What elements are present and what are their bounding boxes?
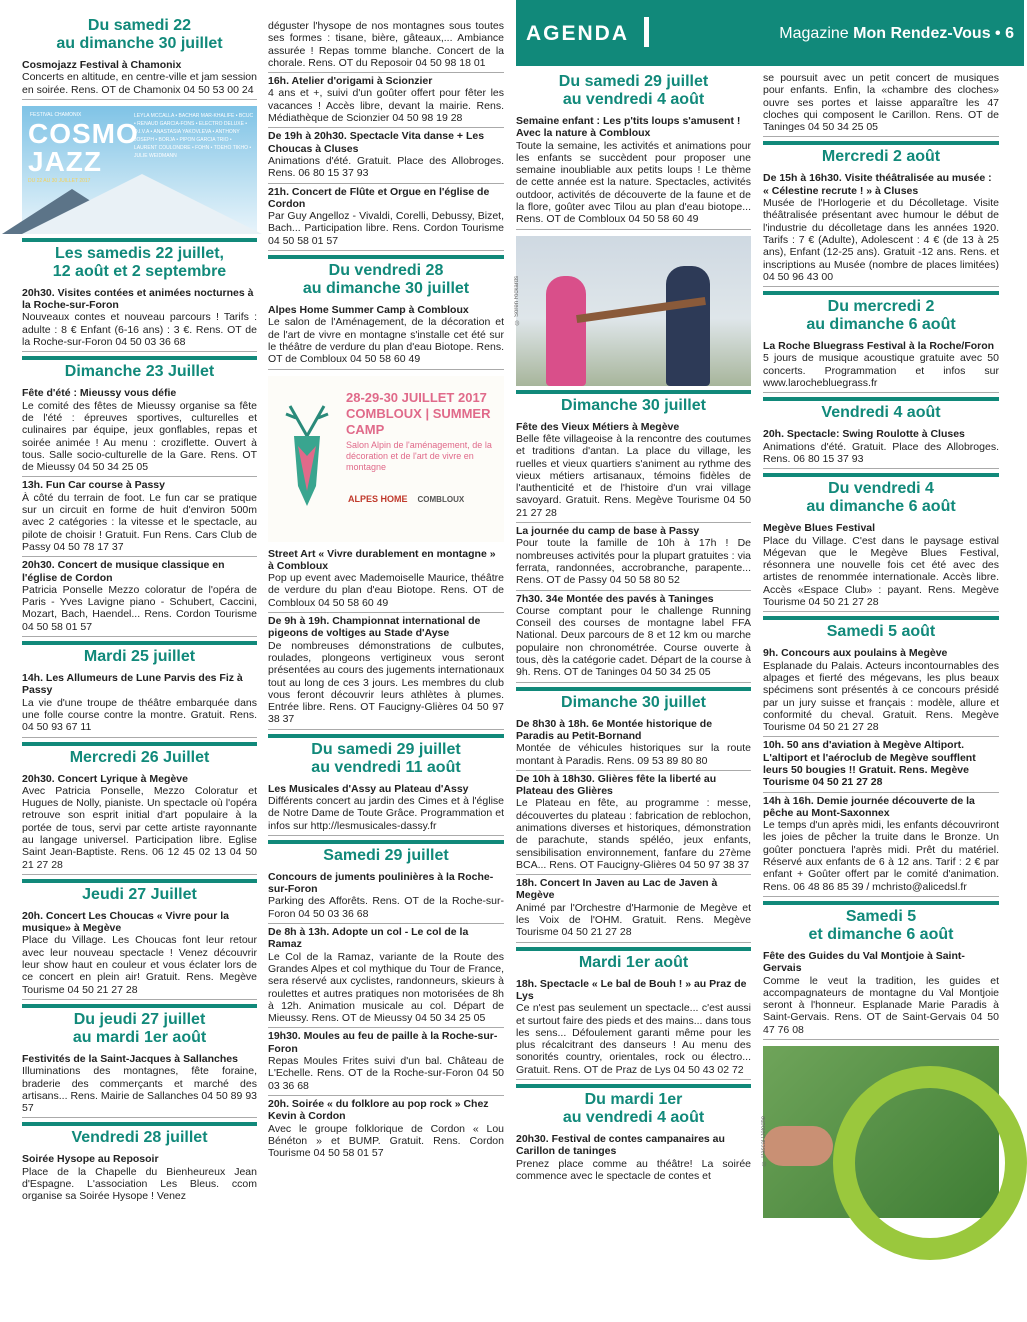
- event-description: déguster l'hysope de nos montagnes sous toutes ses formes : tisane, bière, gâteaux,... Ambiance assurée ! Repas tomme blanche. Concert de la chorale. Rens. OT du Reposoir 04 50 98 18 01: [268, 20, 504, 69]
- date-heading-line: Du jeudi 27 juillet: [73, 1010, 206, 1028]
- date-heading-line: au vendredi 11 août: [311, 758, 461, 776]
- event-description: Nouveaux contes et nouveau parcours ! Tarifs : adulte : 8 € Enfant (6-16 ans) : 3 €. Rens. OT de la Roche-sur-Foron 04 50 03 36 68: [22, 311, 257, 349]
- event-description: Montée de véhicules historiques sur la route montant à Paradis. Rens. 09 53 89 80 80: [516, 742, 751, 767]
- poster-title: [28, 117, 139, 177]
- rope-coil: [833, 1066, 1027, 1260]
- photo-credit: © Soren Rickards: [514, 275, 520, 325]
- date-heading-line: au dimanche 6 août: [806, 498, 956, 516]
- date-heading-line: et dimanche 6 août: [808, 925, 954, 943]
- event-title: 20h30. Concert de musique classique en l'église de Cordon: [22, 559, 225, 584]
- event-entry: [763, 793, 999, 897]
- event-title: 18h. Spectacle « Le bal de Bouh ! » au Praz de Lys: [516, 977, 747, 1002]
- date-heading: [763, 616, 999, 645]
- event-title: De 15h à 16h30. Visite théâtralisée au musée : « Célestine recrute ! » à Cluses: [763, 172, 992, 197]
- date-heading: [763, 473, 999, 520]
- column-4: [763, 70, 999, 1222]
- event-description: Ce n'est pas seulement un spectacle... c'est aussi et surtout faire des pieds et des mains... dans tous les sens... Défoulement garanti même pour les plus récalcitrant des danseurs ! Au menu des sonorités country, orientales, rock ou électro... Gratuit. Rens. OT de Praz de Lys 04 50 43 02 72: [516, 1002, 751, 1076]
- poster-name-line2: CAMP: [346, 421, 385, 437]
- date-heading-line: Du samedi 22: [87, 17, 192, 34]
- event-description: Place de la Chapelle du Bienheureux Jean d'Espagne. L'association Les Bleus. ccom organise sa Soirée Hysope ! Venez: [22, 1165, 257, 1203]
- date-heading-line: Mercredi 26 Juillet: [69, 748, 210, 766]
- alpes-home-logo: ALPES HOME: [348, 493, 408, 504]
- date-heading: [763, 397, 999, 426]
- date-heading-line: Mercredi 2 août: [821, 148, 941, 166]
- date-heading-line: au vendredi 4 août: [562, 91, 705, 108]
- combloux-logo: COMBLOUX: [417, 494, 465, 504]
- poster-dates: DU 22 AU 30 JUILLET 2017: [28, 177, 91, 184]
- event-title: 20h30. Festival de contes campanaires au Carillon de taninges: [516, 1133, 725, 1158]
- date-heading-line: au dimanche 30 juillet: [56, 35, 223, 52]
- event-description: La vie d'une troupe de théâtre embarquée dans une folle course contre la montre. Gratuit. Rens. 04 50 93 67 11: [22, 696, 257, 734]
- photo-credit: © Pascal Deloche: [761, 1116, 767, 1166]
- event-title: 20h30. Concert Lyrique à Megève: [22, 772, 188, 785]
- date-heading: [22, 356, 257, 385]
- cosmojazz-poster: [22, 106, 257, 234]
- event-title: Street Art « Vivre durablement en montagne » à Combloux: [268, 547, 496, 572]
- event-entry: [268, 302, 504, 369]
- event-entry: [763, 70, 999, 137]
- event-entry: [22, 1051, 257, 1118]
- date-heading-line: Du samedi 29 juillet: [558, 73, 709, 90]
- event-title: Alpes Home Summer Camp à Combloux: [268, 304, 469, 317]
- event-description: Animations d'été. Gratuit. Place des Allobroges. Rens. 06 80 15 37 93: [268, 154, 504, 180]
- event-entry: [268, 1028, 504, 1095]
- event-entry: [763, 645, 999, 737]
- event-entry: [268, 1096, 504, 1162]
- event-entry: [268, 781, 504, 836]
- event-entry: [268, 18, 504, 73]
- date-heading: [763, 291, 999, 338]
- date-heading-line: Du mardi 1er: [584, 1091, 683, 1109]
- event-description: Patricia Ponselle Mezzo coloratur de l'opéra de Paris - Yves Lavigne piano - Schubert, Caccini, Mozart, Bach, Haendel... Rens. Cordon Tourisme 04 50 58 01 57: [22, 583, 257, 633]
- event-entry: [22, 557, 257, 637]
- event-title: 21h. Concert de Flûte et Orgue en l'église de Cordon: [268, 185, 490, 210]
- event-title: De 10h à 18h30. Glières fête la liberté au Plateau des Glières: [516, 772, 717, 798]
- event-description: Le Plateau en fête, au programme : messe, découvertes du plateau : fabrication de reblochon, animations diverses et historiques, démonstration de parachute, stands spéléo, jeux enfants, sensibilisation environnement, fanfare du 27ème BCA... Rens. OT Faucigny-Glières 04 50 97 38 37: [516, 797, 751, 871]
- event-title: Semaine enfant : Les p'tits loups s'amusent ! Avec la nature à Combloux: [516, 115, 741, 140]
- event-description: Illuminations des montagnes, fête foraine, braderie des commerçants et marché des artisans... Rens. Mairie de Sallanches 04 50 89 93 57: [22, 1065, 257, 1115]
- date-heading: [22, 641, 257, 670]
- event-title: Les Musicales d'Assy au Plateau d'Assy: [268, 782, 469, 795]
- agenda-header-bar: [516, 0, 1024, 66]
- magazine-prefix: Magazine: [779, 25, 849, 42]
- event-description: Prenez place comme au théâtre! La soirée commence avec le spectacle de contes et: [516, 1157, 751, 1182]
- event-title: 18h. Concert In Javen au Lac de Javen à Megève: [516, 877, 718, 902]
- event-entry: [763, 737, 999, 792]
- date-heading: [22, 238, 257, 285]
- poster-title-line2: JAZZ: [28, 145, 102, 177]
- event-title: 9h. Concours aux poulains à Megève: [763, 647, 948, 660]
- poster-text: [346, 390, 496, 473]
- event-description: Avec Patricia Ponselle, Mezzo Coloratur et Hugues de Nolly, pianiste. Un spectacle où l'opéra retrouve son esprit initial d'art populaire à la portée de tous, servi par cette artiste rayonnante au langage universel. Participation libre. Eglise Saint Jean-Baptiste. Rens. 06 12 45 02 13 04 50 21 27 28: [22, 784, 257, 871]
- event-entry: [763, 338, 999, 393]
- rope-photo: [763, 1046, 999, 1218]
- date-heading-line: au vendredi 4 août: [562, 1109, 705, 1127]
- event-description: Toute la semaine, les activités et animations pour les enfants se succèdent pour proposer une semaine inoubliable aux petits loups ! Le thème de cette année est la nature. Spectacles, activités outdoor, activités de découverte de la faune et de la flore, goûter avec Tilou au plan d'eau biotope... Rens. OT de Combloux 04 50 58 60 49: [516, 139, 751, 226]
- event-entry: [516, 1131, 751, 1185]
- event-title: Fête des Guides du Val Montjoie à Saint-Gervais: [763, 949, 965, 975]
- event-entry: [268, 613, 504, 730]
- poster-logos: [348, 494, 464, 504]
- date-heading: [268, 255, 504, 302]
- event-description: se poursuit avec un petit concert de musiques pour enfants. Enfin, la «chambre des cloches» ouvre ses portes et laisse apparaître les 47 cloches qui composent le Carillon. Rens. OT de Taninges 04 50 34 25 05: [763, 72, 999, 134]
- date-heading: [763, 901, 999, 948]
- event-entry: [22, 1151, 257, 1205]
- event-description: Animé par l'Orchestre d'Harmonie de Megève et les Voix de l'OHM. Gratuit. Rens. Megève Tourisme 04 50 21 27 28: [516, 901, 751, 939]
- event-description: Le comité des fêtes de Mieussy organise sa fête de l'été : épreuves sportives, culturelles et culinaires par équipe, jeux gonflables, repas et soirée animée ! Au menu : croziflette. Ouvert à tous. Salle socio-culturelle de la Gare. Rens. OT de Mieussy 04 50 34 25 05: [22, 399, 257, 474]
- event-entry: [268, 128, 504, 183]
- alpes-home-poster: [268, 376, 504, 542]
- date-heading-line: au mardi 1er août: [72, 1028, 207, 1046]
- date-heading-line: Samedi 29 juillet: [323, 846, 449, 864]
- event-title: De 19h à 20h30. Spectacle Vita danse + Les Choucas à Cluses: [268, 130, 485, 155]
- event-title: Fête d'été : Mieussy vous défie: [22, 387, 177, 400]
- event-description: Le temps d'un après midi, les enfants découvriront les joies de pêcher la truite dans le Bronze. Un goûter ponctuera l'après midi. Prêt du matériel. Réservé aux enfants de 6 à 12 ans. Tarif : 2 € par enfant + Goûter offert par le comité d'animation. Rens. 06 48 86 85 39 / mchristo@alicedsl.fr: [763, 819, 999, 893]
- event-title: 14h. Les Allumeurs de Lune Parvis des Fiz à Passy: [22, 672, 243, 697]
- event-entry: [516, 419, 751, 523]
- date-heading-line: Dimanche 30 juillet: [561, 396, 706, 414]
- event-title: Fête des Vieux Métiers à Megève: [516, 420, 680, 433]
- event-description: Par Guy Angelloz - Vivaldi, Corelli, Debussy, Bizet, Bach... Participation libre. Rens. Cordon Tourisme 04 50 58 01 57: [268, 210, 504, 247]
- event-description: À côté du terrain de foot. Le fun car se pratique sur un circuit en forme de huit d'environ 500m avec 2 catégories : la vitesse et le spectacle, au pilote de choisir ! Gratuit. Fun Rens. Cars Club de Passy 04 50 78 17 37: [22, 491, 257, 553]
- event-description: Le salon de l'Aménagement, de la décoration et de l'art de vivre en montagne s'installe cet été sur le théâtre de verdure du plan d'eau Biotope. Rens. OT de Combloux 04 50 58 60 49: [268, 316, 504, 366]
- date-heading-line: Dimanche 30 juillet: [561, 693, 706, 711]
- event-entry: [268, 869, 504, 924]
- event-description: Animations d'été. Gratuit. Place des Allobroges. Rens. 06 80 15 37 93: [763, 440, 999, 465]
- event-title: 20h30. Visites contées et animées nocturnes à la Roche-sur-Foron: [22, 286, 254, 312]
- event-title: Soirée Hysope au Reposoir: [22, 1153, 159, 1166]
- event-title: La journée du camp de base à Passy: [516, 525, 700, 538]
- hand-shape: [763, 1126, 833, 1166]
- section-title: AGENDA: [526, 22, 630, 45]
- column-3: [516, 70, 751, 1185]
- event-description: Avec le groupe folklorique de Cordon « Lou Bénéton » et BUMP. Gratuit. Rens. Cordon Tourisme 04 50 58 01 57: [268, 1122, 504, 1160]
- child-figure: [666, 266, 710, 386]
- date-heading: [268, 840, 504, 869]
- event-title: 19h30. Moules au feu de paille à la Roche-sur-Foron: [268, 1030, 498, 1055]
- date-heading: [22, 1004, 257, 1051]
- event-description: 5 jours de musique acoustique gratuite avec 50 concerts. Programmation et infos sur www.larochebluegrass.fr: [763, 352, 999, 390]
- date-heading-line: Dimanche 23 Juillet: [64, 363, 215, 381]
- magazine-title: [779, 25, 1014, 43]
- event-title: 16h. Atelier d'origami à Scionzier: [268, 75, 433, 88]
- event-title: Megève Blues Festival: [763, 522, 876, 535]
- event-title: De 9h à 19h. Championnat international de pigeons de voltiges au Stade d'Ayse: [268, 615, 481, 640]
- date-heading-line: au dimanche 6 août: [806, 316, 956, 334]
- date-heading-line: Samedi 5: [845, 907, 917, 925]
- event-description: Parking des Afforêts. Rens. OT de la Roche-sur-Foron 04 50 03 36 68: [268, 895, 504, 920]
- event-description: Course comptant pour le challenge Running Conseil des courses de montagne label FFA National. Deux parcours de 8 et 12 km ou marche populaire non chronométrée. Course ouverte à tous, dès la catégorie cadet. Départ de la course à 9h. Rens. OT de Taninges 04 50 34 25 05: [516, 604, 751, 679]
- date-heading: [516, 1084, 751, 1131]
- event-entry: [22, 57, 257, 100]
- event-title: 13h. Fun Car course à Passy: [22, 479, 165, 492]
- magazine-name: Mon Rendez-Vous • 6: [853, 25, 1014, 42]
- event-title: La Roche Bluegrass Festival à la Roche/Foron: [763, 340, 995, 353]
- poster-artists: LEYLA MCCALLA • BACHAR MAR-KHALIFE • BCUC • RENAUD GARCIA-FONS • ELECTRO DELUXE • D.I.V.A • ANASTASIA YAKOVLEVA • ANTHONY JOSEPH • BORJA • PIPON GARCIA TRIO • LAURENT COULONDRE • FOHN • TOEHO TIKHO • JULIE WEIDMANN: [134, 112, 254, 159]
- event-entry: [22, 771, 257, 875]
- header-divider: [644, 17, 649, 47]
- event-entry: [22, 670, 257, 737]
- event-title: Concours de juments poulinières à la Roche-sur-Foron: [268, 870, 494, 896]
- poster-dates: 28-29-30 JUILLET 2017: [346, 389, 487, 405]
- event-description: Place du Village. C'est dans le paysage estival Mégevan que le Megève Blues Festival, résonnera une nouvelle fois cet été avec des artistes de renommée internationale. Accès libre. Accès «Espace Club» : payant. Rens. Megève Tourisme 04 50 21 27 28: [763, 534, 999, 609]
- event-description: Esplanade du Palais. Acteurs incontournables des alpages et fierté des mégevans, les plus beaux spécimens sont présentés à ce concours présidé par un jury suisse et français : modèle, allure et conformité du cheval. Gratuit. Rens. Megève Tourisme 04 50 21 27 28: [763, 659, 999, 734]
- event-entry: [22, 908, 257, 1000]
- event-entry: [763, 170, 999, 287]
- poster-tagline: Salon Alpin de l'aménagement, de la décoration et de l'art de vivre en montagne: [346, 439, 492, 472]
- date-heading-line: Vendredi 28 juillet: [71, 1129, 208, 1147]
- event-entry: [516, 716, 751, 771]
- event-title: Festivités de la Saint-Jacques à Sallanches: [22, 1052, 238, 1065]
- date-heading-line: Samedi 5 août: [826, 623, 936, 641]
- event-entry: [516, 523, 751, 590]
- date-heading: [516, 947, 751, 976]
- event-entry: [516, 591, 751, 683]
- event-entry: [763, 948, 999, 1040]
- event-entry: [268, 546, 504, 613]
- event-entry: [763, 520, 999, 612]
- date-heading-line: 12 août et 2 septembre: [52, 262, 227, 280]
- date-heading: [22, 14, 257, 57]
- date-heading: [763, 141, 999, 170]
- event-entry: [516, 771, 751, 875]
- date-heading-line: Du mercredi 2: [827, 298, 935, 316]
- poster-title-line1: COSMO: [28, 117, 139, 149]
- event-description: Musée de l'Horlogerie et du Décolletage. Visite théâtralisée présentant avec humour le début de l'industrie du décolletage dans les années 1920. Tarifs : 7 € (Adulte), Adolescent : 4 € (de 13 à 25 ans), Enfant (12-25 ans). Gratuit -12 ans. Rens. et inscriptions au Musée (nombre de places limitées) 04 50 96 43 00: [763, 197, 999, 283]
- date-heading-line: Vendredi 4 août: [821, 404, 941, 422]
- event-title: 20h. Soirée « du folklore au pop rock » Chez Kevin à Cordon: [268, 1097, 489, 1123]
- event-description: Pour toute la famille de 10h à 17h ! De nombreuses activités pour la plupart gratuites : via ferrata, randonnées, accrobranche, parapente... Rens. OT de Passy 04 50 58 80 52: [516, 537, 751, 587]
- date-heading: [268, 734, 504, 781]
- event-description: 4 ans et +, suivi d'un goûter offert pour fêter les vacances ! Accès libre, devant la mairie. Rens. Médiathèque de Scionzier 04 50 98 19 28: [268, 87, 504, 125]
- date-heading-line: Du samedi 29 juillet: [311, 740, 461, 758]
- event-title: Cosmojazz Festival à Chamonix: [22, 59, 182, 71]
- event-description: Pop up event avec Mademoiselle Maurice, théâtre de verdure du plan d'eau Biotope. Rens. OT de Combloux 04 50 58 60 49: [268, 572, 504, 609]
- date-heading: [516, 390, 751, 419]
- date-heading-line: au dimanche 30 juillet: [302, 280, 470, 298]
- event-title: 14h à 16h. Demie journée découverte de la pêche au Mont-Saxonnex: [763, 794, 975, 819]
- children-photo: [516, 236, 751, 386]
- date-heading: [516, 687, 751, 716]
- event-entry: [516, 875, 751, 942]
- date-heading: [22, 879, 257, 908]
- event-description: Comme le veut la tradition, les guides et accompagnateurs de montagne du Val Montjoie seront à l'honneur. Esplanade Marie Paradis à Saint-Gervais. Rens. OT de Saint-Gervais 04 50 47 76 08: [763, 974, 999, 1036]
- event-entry: [516, 113, 751, 230]
- date-heading-line: Mardi 1er août: [578, 953, 689, 971]
- date-heading: [516, 70, 751, 113]
- date-heading-line: Les samedis 22 juillet,: [55, 244, 224, 262]
- date-heading: [22, 1122, 257, 1151]
- event-entry: [516, 976, 751, 1080]
- event-entry: [268, 73, 504, 128]
- event-entry: [22, 477, 257, 557]
- date-heading-line: Du vendredi 4: [828, 480, 934, 498]
- event-title: 10h. 50 ans d'aviation à Megève Altiport. L'altiport et l'aéroclub de Megève soufflent leurs 50 bougies !! Gratuit. Rens. Megève Tourisme 04 50 21 27 28: [763, 739, 976, 789]
- deer-illustration: [280, 396, 334, 516]
- event-entry: [22, 285, 257, 352]
- column-1: [22, 14, 257, 1206]
- date-heading-line: Mardi 25 juillet: [83, 648, 196, 666]
- event-title: 20h. Spectacle: Swing Roulotte à Cluses: [763, 428, 965, 441]
- date-heading-line: Du vendredi 28: [328, 262, 444, 280]
- event-description: Le Col de la Ramaz, variante de la Route des Grandes Alpes et col mythique du Tour de France, sera réservé aux cyclistes, randonneurs, skieurs à roulettes et autres pratiques non motorisées de 8h à 12h. Animation musicale au col. Départ de Mieussy. Rens. OT de Mieussy 04 50 34 25 05: [268, 950, 504, 1025]
- event-entry: [268, 184, 504, 251]
- event-description: Concerts en altitude, en centre-ville et jam session en soirée. Rens. OT de Chamonix 04 50 53 00 24: [22, 71, 257, 96]
- poster-festival-label: FESTIVAL CHAMONIX: [30, 111, 82, 118]
- date-heading-line: Jeudi 27 Juillet: [82, 885, 197, 903]
- child-figure: [546, 276, 586, 386]
- event-description: Place du Village. Les Choucas font leur retour avec leur nouveau spectacle ! Venez découvrir leur show haut en couleur et vous éclater lors de ce concert en plein air! Gratuit. Rens. Megève Tourisme 04 50 21 27 28: [22, 934, 257, 996]
- event-description: Belle fête villageoise à la rencontre des coutumes et traditions d'antan. La place du village, les ruelles et vieux quartiers s'animent au rythme des vieux métiers artisanaux, témoins fidèles de l'authenticité et de l'histoire d'un vrai village savoyard. Gratuit. Rens. Megève Tourisme 04 50 21 27 28: [516, 432, 751, 519]
- event-title: 20h. Concert Les Choucas « Vivre pour la musique» à Megève: [22, 909, 229, 935]
- event-title: De 8h30 à 18h. 6e Montée historique de Paradis au Petit-Bornand: [516, 717, 713, 742]
- event-description: Repas Moules Frites suivi d'un bal. Château de L'Echelle. Rens. OT de la Roche-sur-Foron 04 50 03 36 68: [268, 1055, 504, 1092]
- date-heading: [22, 742, 257, 771]
- event-entry: [22, 385, 257, 477]
- event-description: De nombreuses démonstrations de culbutes, roulades, plongeons vertigineux vous seront présentées au cours des jugements internationaux tout au long de ces 3 jours. Les membres du club vous feront découvrir leurs athlètes à plumes. Entrée libre. Rens. OT Faucigny-Glières 04 50 97 38 37: [268, 639, 504, 726]
- event-description: Différents concert au jardin des Cimes et à l'église de Notre Dame de Toute Grâce. Programmation et infos sur http://lesmusicales-dassy.fr: [268, 794, 504, 832]
- event-title: De 8h à 13h. Adopte un col - Le col de la Ramaz: [268, 926, 469, 951]
- event-title: 7h30. 34e Montée des pavés à Taninges: [516, 592, 714, 605]
- event-entry: [268, 924, 504, 1028]
- poster-name-line1: COMBLOUX | SUMMER: [346, 405, 491, 421]
- event-entry: [763, 426, 999, 469]
- column-2: [268, 18, 504, 1162]
